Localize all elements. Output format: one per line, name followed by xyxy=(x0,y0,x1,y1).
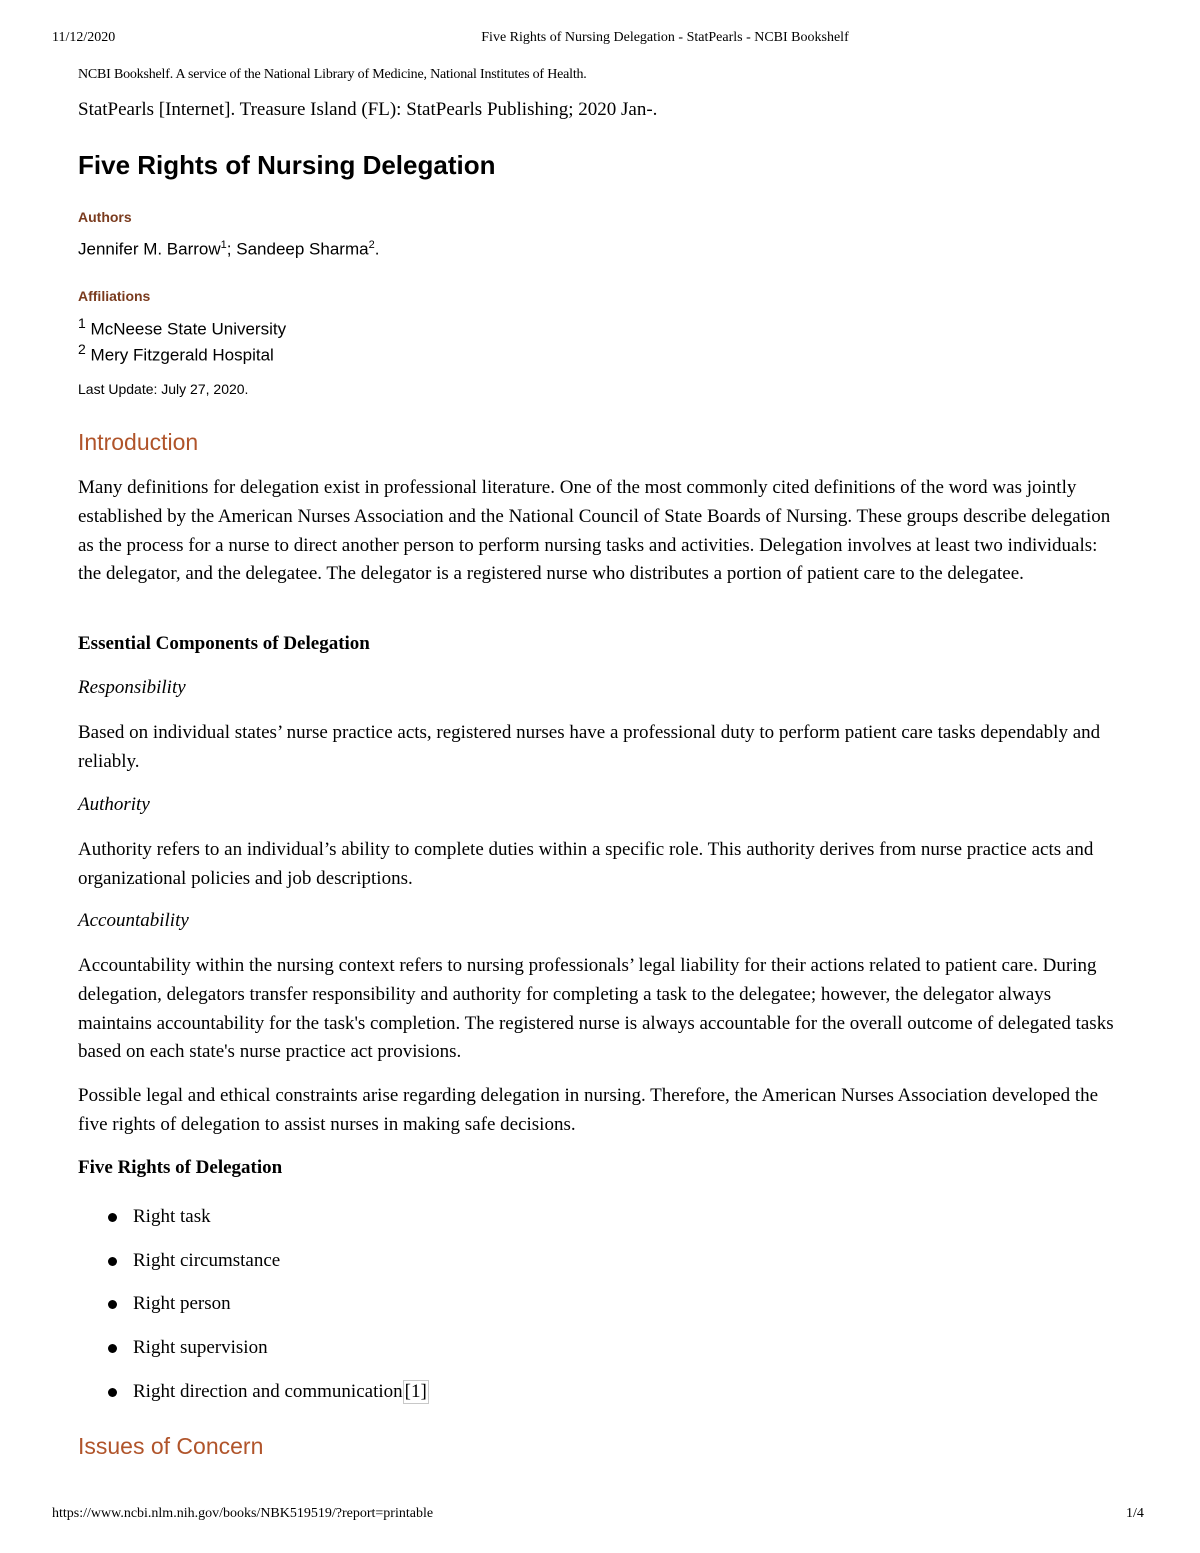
list-item-text: Right direction and communication xyxy=(133,1381,403,1402)
accountability-paragraph: Accountability within the nursing context refers to nursing professionals’ legal liability for their actions related to patient care. During delegation, delegators transfer responsibility and authority for completing a task to the delegatee; however, the delegator always maintains accountability for the task's completion. The registered nurse is always accountable for the overall outcome of delegated tasks based on each state's nurse practice act provisions. xyxy=(78,955,1114,1063)
author-separator: ; xyxy=(226,239,237,259)
list-item-text: Right supervision xyxy=(133,1337,268,1358)
bullet-icon xyxy=(108,1344,117,1353)
affiliation-ref[interactable]: 2 xyxy=(368,239,375,251)
list-item xyxy=(108,1380,429,1404)
intro-paragraph: Many definitions for delegation exist in professional literature. One of the most commonly cited definitions of the word was jointly established by the American Nurses Association and the National Council of State Boards of Nursing. These groups describe delegation as the process for a nurse to direct another person to perform nursing tasks and activities. Delegation involves at least two individuals: the delegator, and the delegatee. The delegator is a registered nurse who distributes a portion of patient care to the delegatee. xyxy=(78,477,1111,585)
print-title: Five Rights of Nursing Delegation - StatPearls - NCBI Bookshelf xyxy=(481,30,849,45)
print-url: https://www.ncbi.nlm.nih.gov/books/NBK519519/?report=printable xyxy=(52,1506,434,1521)
list-item-text: Right task xyxy=(133,1206,211,1227)
author-name[interactable]: Sandeep Sharma xyxy=(236,239,369,259)
list-item xyxy=(108,1337,268,1359)
print-date: 11/12/2020 xyxy=(52,30,116,45)
affiliation-name: McNeese State University xyxy=(90,319,287,339)
affiliation-ref[interactable]: 1 xyxy=(220,239,227,251)
responsibility-label: Responsibility xyxy=(78,677,186,698)
responsibility-paragraph: Based on individual states’ nurse practice acts, registered nurses have a professional duty to perform patient care tasks dependably and reliably. xyxy=(78,722,1101,772)
section-heading-issues-of-concern: Issues of Concern xyxy=(78,1433,264,1459)
list-item xyxy=(108,1206,211,1228)
citation: StatPearls [Internet]. Treasure Island (FL): StatPearls Publishing; 2020 Jan-. xyxy=(78,99,658,120)
affiliation-item xyxy=(78,315,286,340)
last-update: Last Update: July 27, 2020. xyxy=(78,381,249,397)
five-rights-heading: Five Rights of Delegation xyxy=(78,1157,283,1178)
bullet-icon xyxy=(108,1213,117,1222)
bullet-icon xyxy=(108,1300,117,1309)
bookshelf-note: NCBI Bookshelf. A service of the National Library of Medicine, National Institutes of Health. xyxy=(78,67,587,82)
essential-components-heading: Essential Components of Delegation xyxy=(78,633,370,654)
author-end: . xyxy=(374,239,380,259)
list-item-text: Right person xyxy=(133,1293,231,1314)
bullet-icon xyxy=(108,1257,117,1266)
authority-label: Authority xyxy=(78,794,150,815)
accountability-label: Accountability xyxy=(78,910,189,931)
affiliation-item xyxy=(78,341,274,366)
list-item xyxy=(108,1250,280,1272)
reference-link[interactable]: [1] xyxy=(404,1381,427,1402)
affiliations-label: Affiliations xyxy=(78,288,151,304)
author-name[interactable]: Jennifer M. Barrow xyxy=(78,239,221,259)
affiliation-name: Mery Fitzgerald Hospital xyxy=(90,345,274,365)
page-number: 1/4 xyxy=(1126,1506,1144,1521)
authors-line xyxy=(78,239,379,260)
affiliation-number: 1 xyxy=(78,315,86,331)
constraints-paragraph: Possible legal and ethical constraints arise regarding delegation in nursing. Therefore, the American Nurses Association developed the five rights of delegation to assist nurses in making safe decisions. xyxy=(78,1085,1099,1135)
page-title: Five Rights of Nursing Delegation xyxy=(78,150,496,180)
authors-label: Authors xyxy=(78,209,132,225)
authority-paragraph: Authority refers to an individual’s ability to complete duties within a specific role. This authority derives from nurse practice acts and organizational policies and job descriptions. xyxy=(78,839,1094,889)
list-item-text: Right circumstance xyxy=(133,1250,281,1271)
section-heading-introduction: Introduction xyxy=(78,429,199,455)
bullet-icon xyxy=(108,1388,117,1397)
affiliation-number: 2 xyxy=(78,341,86,357)
list-item xyxy=(108,1293,231,1315)
